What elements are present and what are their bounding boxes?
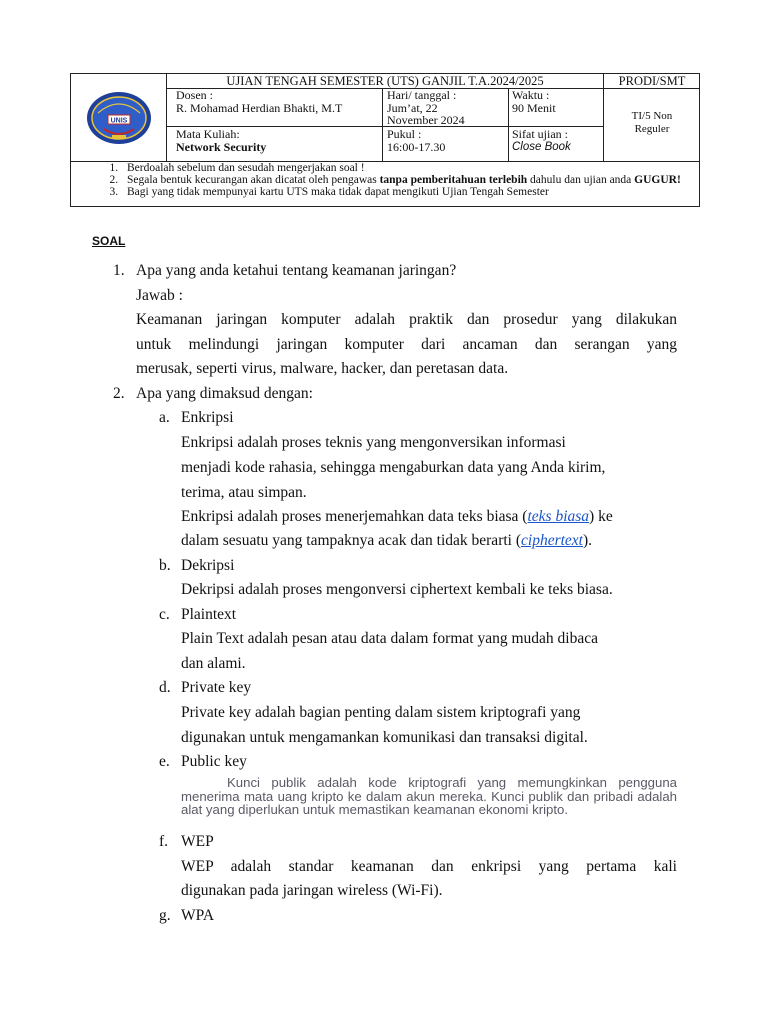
sub-item-marker: g. xyxy=(159,907,171,924)
sub-item-title: Enkripsi xyxy=(181,409,234,426)
rule-item xyxy=(121,162,693,174)
soal-heading: SOAL xyxy=(92,234,126,248)
dosen-value: R. Mohamad Herdian Bhakti, M.T xyxy=(176,101,343,115)
waktu-value: 90 Menit xyxy=(512,101,556,115)
prodi-value: TI/5 Non Reguler xyxy=(631,110,673,135)
sub-item-title: WPA xyxy=(181,907,215,924)
answer-1-line: merusak, seperti virus, malware, hacker, dan peretasan data. xyxy=(136,360,509,377)
prodi-label: PRODI/SMT xyxy=(618,74,686,88)
sifat-label: Sifat ujian : xyxy=(512,127,568,141)
answer-line: Enkripsi adalah proses teknis yang mengonversikan informasi xyxy=(181,434,566,451)
university-logo xyxy=(86,91,152,145)
teks-biasa-link[interactable]: teks biasa xyxy=(527,508,590,525)
pukul-value: 16:00-17.30 xyxy=(387,140,446,154)
divider xyxy=(508,88,509,161)
divider xyxy=(382,88,383,161)
sub-item-title: WEP xyxy=(181,833,214,850)
rule-emphasis: tanpa pemberitahuan terlebih xyxy=(379,174,528,186)
hari-value-line2: November 2024 xyxy=(387,113,465,127)
exam-title: UJIAN TENGAH SEMESTER (UTS) GANJIL T.A.2024/2025 xyxy=(226,74,544,88)
answer-line xyxy=(181,532,592,550)
answer-line: dan alami. xyxy=(181,655,246,672)
question-number: 1. xyxy=(113,262,125,279)
svg-text:UNIS: UNIS xyxy=(110,117,127,124)
sub-item-title: Plaintext xyxy=(181,606,237,623)
university-logo-cell xyxy=(71,74,166,161)
rule-item xyxy=(121,186,693,198)
answer-label: Jawab : xyxy=(136,287,183,304)
matkul-label: Mata Kuliah: xyxy=(176,127,240,141)
waktu-label: Waktu : xyxy=(512,88,550,102)
matkul-value: Network Security xyxy=(176,140,267,154)
sub-item-marker: c. xyxy=(159,606,170,623)
public-key-answer: Kunci publik adalah kode kriptografi yang memungkinkan pengguna menerima mata uang kripto ke dalam akun mereka. Kunci publik dan pribadi adalah alat yang diperlukan untuk memastikan keamanan ekonomi kripto. xyxy=(181,775,677,817)
pukul-label: Pukul : xyxy=(387,127,422,141)
answer-line: digunakan pada jaringan wireless (Wi-Fi). xyxy=(181,882,443,899)
ciphertext-link[interactable]: ciphertext xyxy=(521,532,583,549)
answer-line: terima, atau simpan. xyxy=(181,484,307,501)
answer-line xyxy=(181,508,613,526)
answer-1-line: Keamanan jaringan komputer adalah praktik dan prosedur yang dilakukan xyxy=(136,311,677,328)
question-2: Apa yang dimaksud dengan: xyxy=(136,385,313,402)
sub-item-title: Public key xyxy=(181,753,247,770)
answer-text: Enkripsi adalah proses menerjemahkan data teks biasa ( xyxy=(181,508,528,525)
sub-item-marker: b. xyxy=(159,557,171,574)
answer-line: WEP adalah standar keamanan dan enkripsi yang pertama kali xyxy=(181,858,677,875)
sub-item-marker: f. xyxy=(159,833,169,850)
sub-item-marker: d. xyxy=(159,679,171,696)
dosen-label: Dosen : xyxy=(176,88,213,102)
sifat-value: Close Book xyxy=(512,141,571,153)
sub-item-marker: e. xyxy=(159,753,170,770)
sub-item-title: Dekripsi xyxy=(181,557,235,574)
exam-rules xyxy=(71,162,699,198)
answer-line: Plain Text adalah pesan atau data dalam format yang mudah dibaca xyxy=(181,630,598,647)
answer-text: ). xyxy=(583,532,593,549)
answer-line: Dekripsi adalah proses mengonversi ciphertext kembali ke teks biasa. xyxy=(181,581,613,598)
answer-1-line: untuk melindungi jaringan komputer dari ancaman dan serangan yang xyxy=(136,336,677,353)
exam-header-table xyxy=(70,73,700,207)
rule-text: Bagi yang tidak mempunyai kartu UTS maka tidak dapat mengikuti Ujian Tengah Semester xyxy=(127,186,549,198)
hari-label: Hari/ tanggal : xyxy=(387,88,457,102)
rule-item xyxy=(121,174,693,186)
hari-value-line1: Jum’at, 22 xyxy=(387,101,438,115)
answer-line: digunakan untuk mengamankan komunikasi dan transaksi digital. xyxy=(181,729,588,746)
answer-line: menjadi kode rahasia, sehingga mengaburkan data yang Anda kirim, xyxy=(181,459,606,476)
answer-text: ) ke xyxy=(589,508,613,525)
sub-item-title: Private key xyxy=(181,679,252,696)
rule-emphasis: GUGUR! xyxy=(634,174,681,186)
question-1: Apa yang anda ketahui tentang keamanan jaringan? xyxy=(136,262,457,279)
answer-line: Private key adalah bagian penting dalam sistem kriptografi yang xyxy=(181,704,581,721)
question-number: 2. xyxy=(113,385,125,402)
rule-text: dahulu dan ujian anda xyxy=(527,174,635,186)
rule-text: Segala bentuk kecurangan akan dicatat oleh pengawas xyxy=(127,174,380,186)
answer-text: dalam sesuatu yang tampaknya acak dan tidak berarti ( xyxy=(181,532,522,549)
rule-text: Berdoalah sebelum dan sesudah mengerjakan soal ! xyxy=(127,162,365,174)
sub-item-marker: a. xyxy=(159,409,170,426)
